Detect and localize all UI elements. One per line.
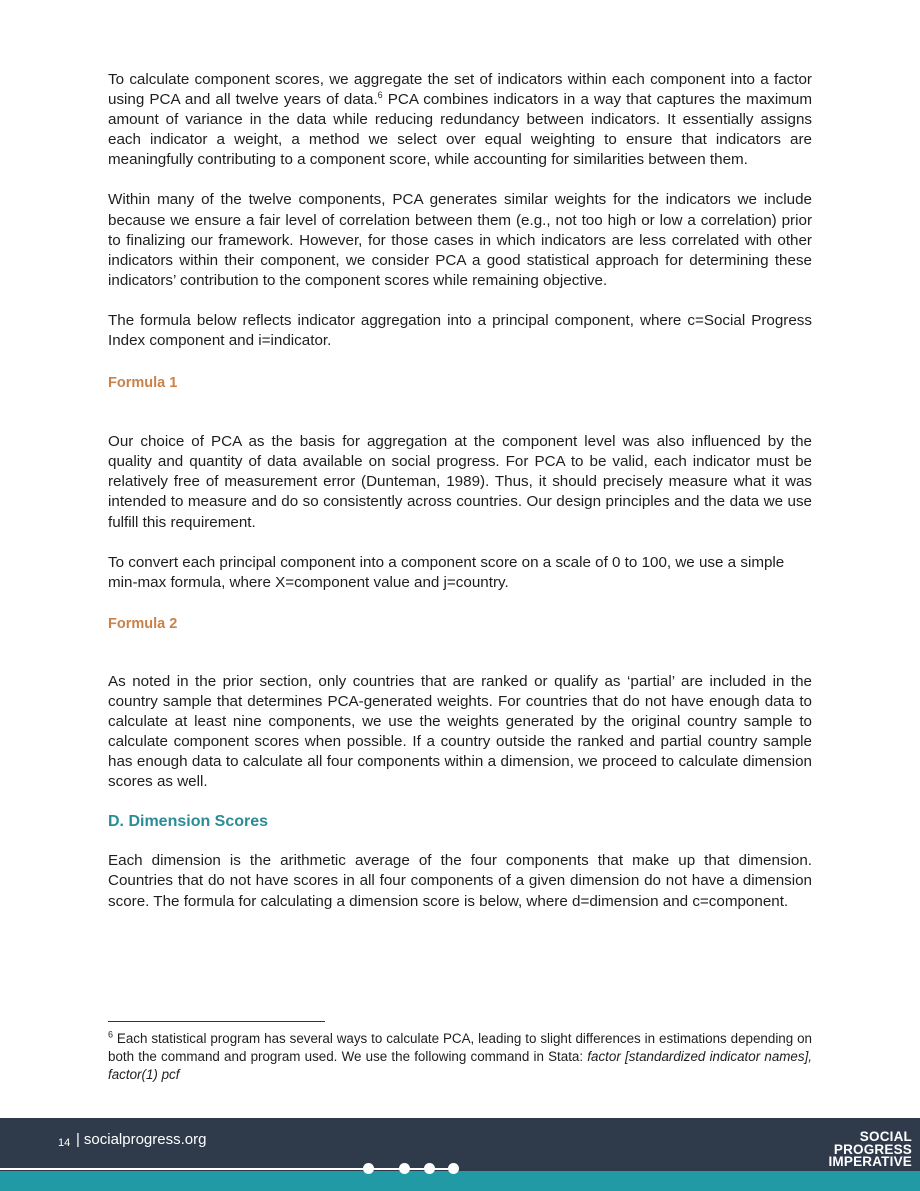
paragraph-dimension-scores: Each dimension is the arithmetic average of the four components that make up that dimension. Countries that do not have scores in all four components of a given dimension do not have a dimension score. The formula for calculating a dimension score is below, where d=dimension and c=component.: [108, 852, 812, 910]
footer-progress-line: [0, 1168, 455, 1170]
footnote-ref-6[interactable]: 6: [377, 90, 383, 101]
footer-dot-icon: [363, 1163, 374, 1174]
paragraph-component-scores: To calculate component scores, we aggregate the set of indicators within each component into a factor using PCA and all twelve years of data.$^6$ PCA combines indicators in a way that captures the maximum amount of variance in the data while reducing redundancy between indicators. It essentially assigns each indicator a weight, a method we select over equal weighting to ensure that indicators are meaningfully contributing to a component score, while accounting for similarities between them.: [108, 71, 813, 169]
footnote-6: $^6$ Each statistical program has several ways to calculate PCA, leading to slight differences in estimations depending on both the command and program used. We use the following command in Stata: factor [standardized indicator names], factor(1) pcf: [108, 1029, 813, 1082]
formula-2-label: Formula 2: [108, 615, 178, 632]
paragraph-pca-choice: Our choice of PCA as the basis for aggregation at the component level was also influenced by the quality and quantity of data available on social progress. For PCA to be valid, each indicator must be relatively free of measurement error (Dunteman, 1989). Thus, it should precisely measure what it was intended to measure and do so consistently across countries. Our design principles and the data we use fulfill this requirement.: [108, 433, 812, 531]
social-progress-imperative-logo: SOCIAL PROGRESS IMPERATIVE: [828, 1129, 912, 1169]
paragraph-formula-intro: The formula below reflects indicator aggregation into a principal component, where c=Social Progress Index component and i=indicator.: [108, 311, 812, 350]
footer-dot-icon: [399, 1163, 410, 1174]
paragraph-min-max: To convert each principal component into a component score on a scale of 0 to 100, we use a simple min-max formula, where X=component value and j=country.: [108, 553, 785, 591]
stata-command: factor [standardized indicator names], factor(1) pcf: [108, 1049, 813, 1082]
footer-accent-band: [0, 1171, 920, 1191]
paragraph-pca-weights: Within many of the twelve components, PCA generates similar weights for the indicators we include because we ensure a fair level of correlation between them (e.g., not too high or low a correlation) prior to finalizing our framework. However, for those cases in which indicators are less correlated with other indicators within their component, we consider PCA a good statistical approach for determining these indicators’ contribution to the component scores while remaining objective.: [108, 191, 812, 289]
section-heading-dimension-scores: D. Dimension Scores: [108, 813, 269, 831]
website-link[interactable]: | socialprogress.org: [76, 1131, 207, 1148]
footnote-number: 6: [108, 1029, 114, 1040]
main-content: [108, 70, 812, 912]
page-number: 14: [58, 1137, 71, 1149]
footer-dot-icon: [424, 1163, 435, 1174]
footnote-divider: [108, 1021, 325, 1022]
footer-dot-icon: [448, 1163, 459, 1174]
formula-1-label: Formula 1: [108, 375, 178, 392]
paragraph-partial-countries: As noted in the prior section, only countries that are ranked or qualify as ‘partial’ are included in the country sample that determines PCA-generated weights. For countries that do not have enough data to calculate at least nine components, we use the weights generated by the original country sample to calculate component scores when possible. If a country outside the ranked and partial country sample has enough data to calculate all four components within a dimension, we proceed to calculate dimension scores as well.: [108, 672, 812, 791]
